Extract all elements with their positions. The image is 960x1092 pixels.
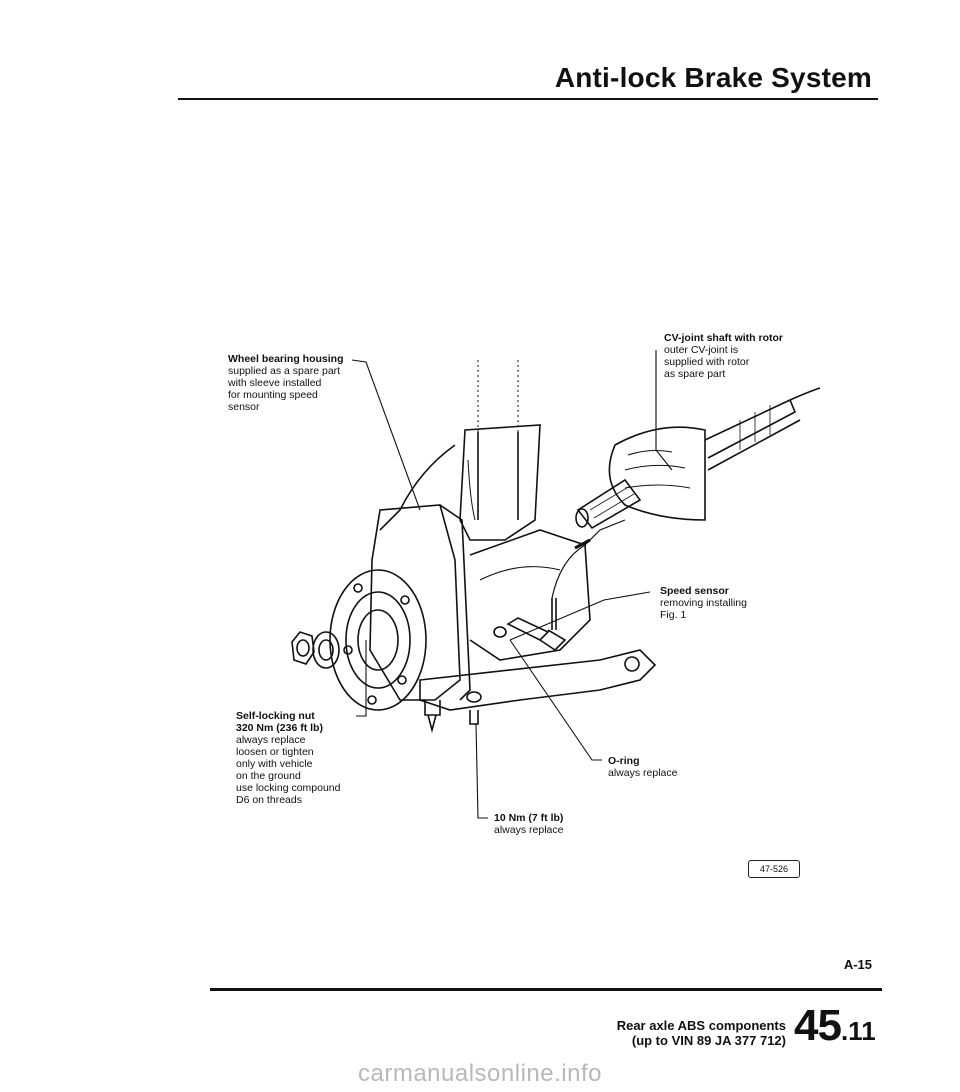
section-major: 45 bbox=[794, 1001, 841, 1050]
label-o-ring bbox=[608, 755, 677, 779]
section-minor: .11 bbox=[840, 1016, 876, 1046]
label-line: with sleeve installed bbox=[228, 377, 322, 389]
footer-line-2: (up to VIN 89 JA 377 712) bbox=[631, 1033, 786, 1048]
footer-description bbox=[596, 1018, 786, 1048]
label-title: Self-locking nut bbox=[236, 710, 315, 722]
label-cv-joint-shaft bbox=[664, 332, 783, 380]
label-bolt-torque bbox=[494, 812, 563, 836]
label-line: Fig. 1 bbox=[660, 609, 687, 621]
label-title: CV-joint shaft with rotor bbox=[664, 332, 783, 344]
label-line: D6 on threads bbox=[236, 794, 302, 806]
footer-line-1: Rear axle ABS components bbox=[616, 1018, 786, 1033]
label-line: only with vehicle bbox=[236, 758, 313, 770]
label-title: Speed sensor bbox=[660, 585, 729, 597]
figure-code-box: 47-526 bbox=[748, 860, 800, 878]
section-number bbox=[794, 1002, 876, 1055]
label-title: 10 Nm (7 ft lb) bbox=[494, 812, 564, 824]
label-torque: 320 Nm (236 ft lb) bbox=[236, 722, 323, 734]
footer-rule bbox=[210, 988, 882, 991]
label-title: O-ring bbox=[608, 755, 640, 767]
label-title: Wheel bearing housing bbox=[228, 353, 344, 365]
watermark: carmanualsonline.info bbox=[358, 1060, 602, 1087]
label-line: sensor bbox=[228, 401, 260, 413]
label-line: supplied as a spare part bbox=[228, 365, 341, 377]
label-line: use locking compound bbox=[236, 782, 341, 794]
label-line: removing installing bbox=[660, 597, 747, 609]
label-line: outer CV-joint is bbox=[664, 344, 739, 356]
page-title: Anti-lock Brake System bbox=[554, 62, 872, 93]
label-speed-sensor bbox=[660, 585, 747, 621]
label-line: as spare part bbox=[664, 368, 726, 380]
label-line: always replace bbox=[236, 734, 306, 746]
label-line: always replace bbox=[608, 767, 678, 779]
label-line: on the ground bbox=[236, 770, 301, 782]
label-wheel-bearing-housing bbox=[228, 353, 344, 413]
label-line: for mounting speed bbox=[228, 389, 318, 401]
label-self-locking-nut bbox=[236, 710, 340, 806]
label-line: supplied with rotor bbox=[664, 356, 750, 368]
label-line: loosen or tighten bbox=[236, 746, 314, 758]
page-reference: A-15 bbox=[843, 957, 872, 972]
label-line: always replace bbox=[494, 824, 564, 836]
